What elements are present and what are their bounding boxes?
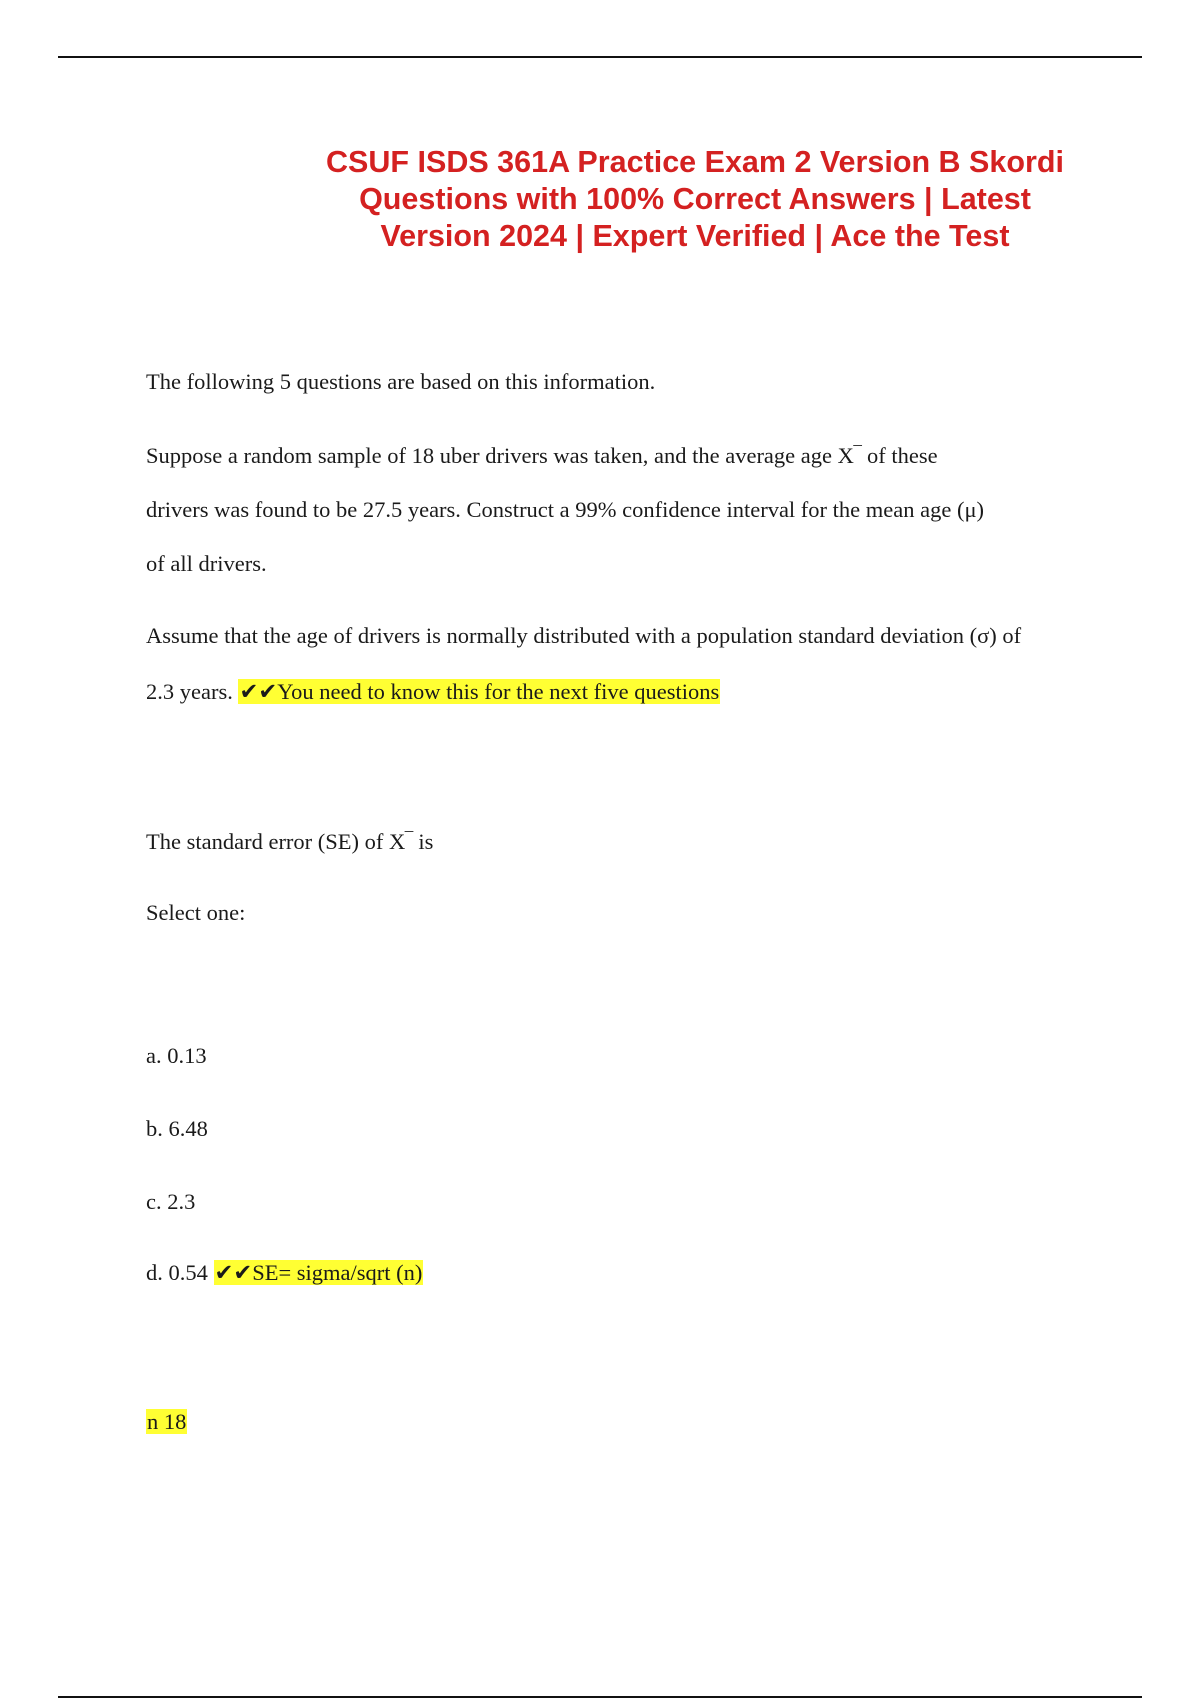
highlighted-sample-size: n 18 xyxy=(147,1409,187,1434)
intro-paragraph: The following 5 questions are based on this information. xyxy=(146,369,656,394)
document-title xyxy=(280,144,1110,255)
question-text: The standard error (SE) of X‾ is xyxy=(146,829,434,854)
highlighted-answer-note: ✔✔SE= sigma/sqrt (n) xyxy=(214,1260,423,1285)
highlighted-answer-note: ✔✔You need to know this for the next five questions xyxy=(239,679,720,704)
assumption-text: 2.3 years. xyxy=(146,679,233,704)
option-b: b. 6.48 xyxy=(146,1116,208,1141)
title-line: Version 2024 | Expert Verified | Ace the Test xyxy=(380,219,1010,253)
assumption-line xyxy=(146,678,720,706)
option-d-label: d. 0.54 xyxy=(146,1260,208,1285)
assumption-line: Assume that the age of drivers is normally distributed with a population standard deviation (σ) of xyxy=(146,623,1022,648)
scenario-line: of all drivers. xyxy=(146,551,267,576)
scenario-line: drivers was found to be 27.5 years. Construct a 99% confidence interval for the mean age (μ) xyxy=(146,497,985,522)
title-line: CSUF ISDS 361A Practice Exam 2 Version B Skordi xyxy=(326,145,1064,179)
scenario-line: Suppose a random sample of 18 uber drivers was taken, and the average age X‾ of these xyxy=(146,443,938,468)
bottom-rule xyxy=(58,1696,1142,1698)
title-line: Questions with 100% Correct Answers | Latest xyxy=(359,182,1031,216)
option-c: c. 2.3 xyxy=(146,1189,196,1214)
option-d xyxy=(146,1259,423,1287)
top-rule xyxy=(58,56,1142,58)
select-prompt: Select one: xyxy=(146,900,246,925)
highlighted-note xyxy=(146,1408,187,1436)
option-a: a. 0.13 xyxy=(146,1043,207,1068)
